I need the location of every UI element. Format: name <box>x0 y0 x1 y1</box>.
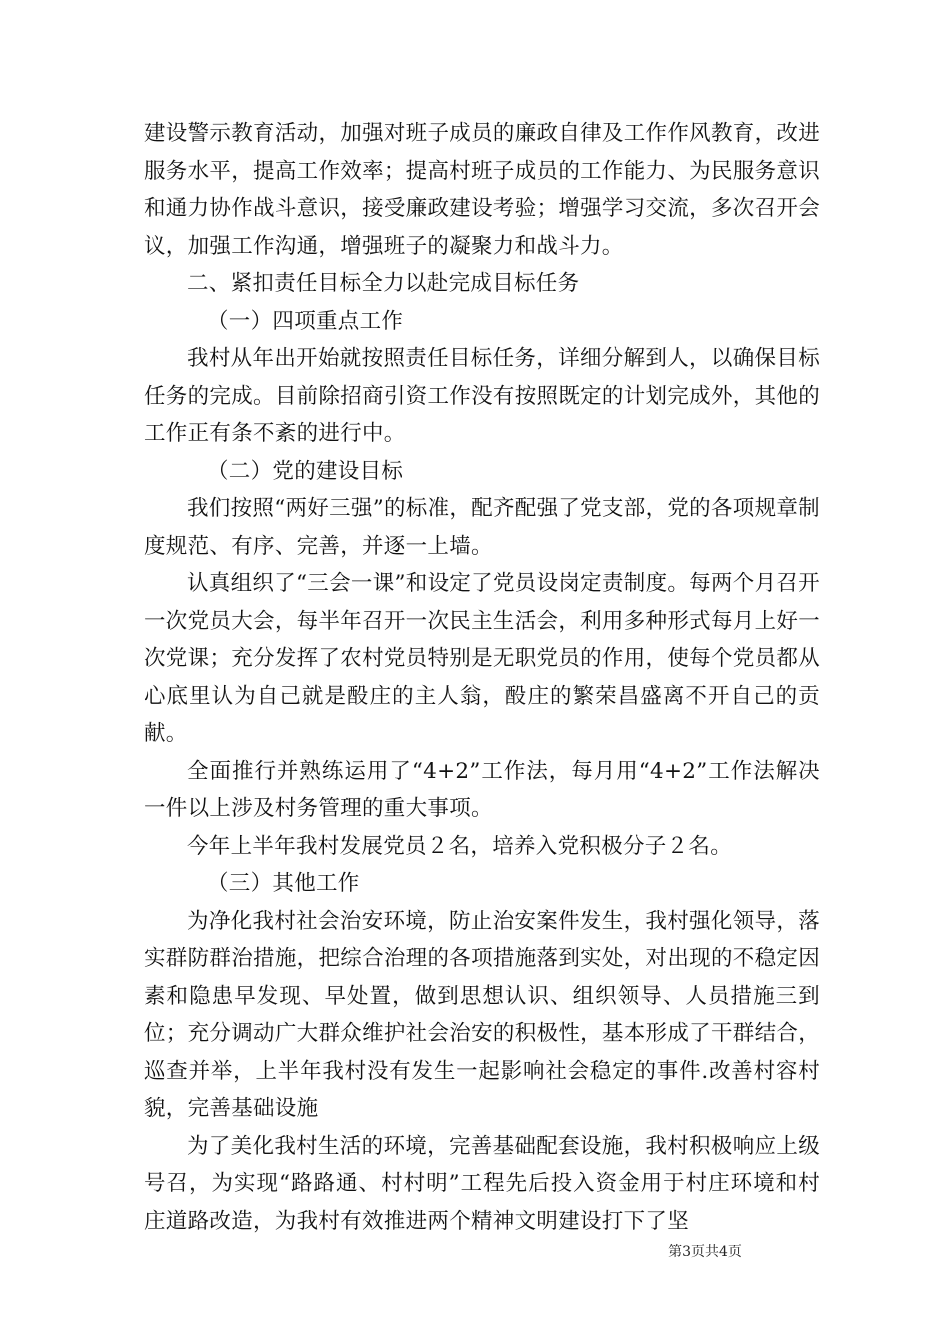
subheading-2: （二）党的建设目标 <box>207 458 404 484</box>
subheading-1: （一）四项重点工作 <box>207 308 404 334</box>
paragraph-6: 今年上半年我村发展党员２名，培养入党积极分子２名。 <box>187 833 733 859</box>
paragraph-8: 为了美化我村生活的环境，完善基础配套设施，我村积极响应上级号召，为实现“路路通、村村明”工程先后投入资金用于村庄环境和村庄道路改造，为我村有效推进两个精神文明建设打下了坚 <box>144 1133 820 1234</box>
page-footer <box>0 1243 950 1261</box>
paragraph-7: 为净化我村社会治安环境，防止治安案件发生，我村强化领导，落实群防群治措施，把综合治理的各项措施落到实处，对出现的不稳定因素和隐患早发现、早处置，做到思想认识、组织领导、人员措施三到位；充分调动广大群众维护社会治安的积极性，基本形成了干群结合，巡查并举，上半年我村没有发生一起影响社会稳定的事件.改善村容村貌，完善基础设施 <box>144 908 820 1121</box>
section-heading-2: 二、紧扣责任目标全力以赴完成目标任务 <box>187 271 580 296</box>
paragraph-2: 我村从年出开始就按照责任目标任务，详细分解到人，以确保目标任务的完成。目前除招商引资工作没有按照既定的计划完成外，其他的工作正有条不紊的进行中。 <box>144 346 820 446</box>
paragraph-3: 我们按照“两好三强”的标准，配齐配强了党支部，党的各项规章制度规范、有序、完善，并逐一上墙。 <box>144 496 820 559</box>
paragraph-5: 全面推行并熟练运用了“4+2”工作法，每月用“4+2”工作法解决一件以上涉及村务管理的重大事项。 <box>144 758 820 821</box>
paragraph-1: 建设警示教育活动，加强对班子成员的廉政自律及工作作风教育，改进服务水平，提高工作效率；提高村班子成员的工作能力、为民服务意识和通力协作战斗意识，接受廉政建设考验；增强学习交流，多次召开会议，加强工作沟通，增强班子的凝聚力和战斗力。 <box>144 121 820 259</box>
document-body <box>144 115 820 1240</box>
page-number: 第3页共4页 <box>668 1244 742 1260</box>
paragraph-4: 认真组织了“三会一课”和设定了党员设岗定责制度。每两个月召开一次党员大会，每半年召开一次民主生活会，利用多种形式每月上好一次党课；充分发挥了农村党员特别是无职党员的作用，使每个党员都从心底里认为自己就是酘庄的主人翁，酘庄的繁荣昌盛离不开自己的贡献。 <box>144 571 820 746</box>
subheading-3: （三）其他工作 <box>207 871 360 896</box>
